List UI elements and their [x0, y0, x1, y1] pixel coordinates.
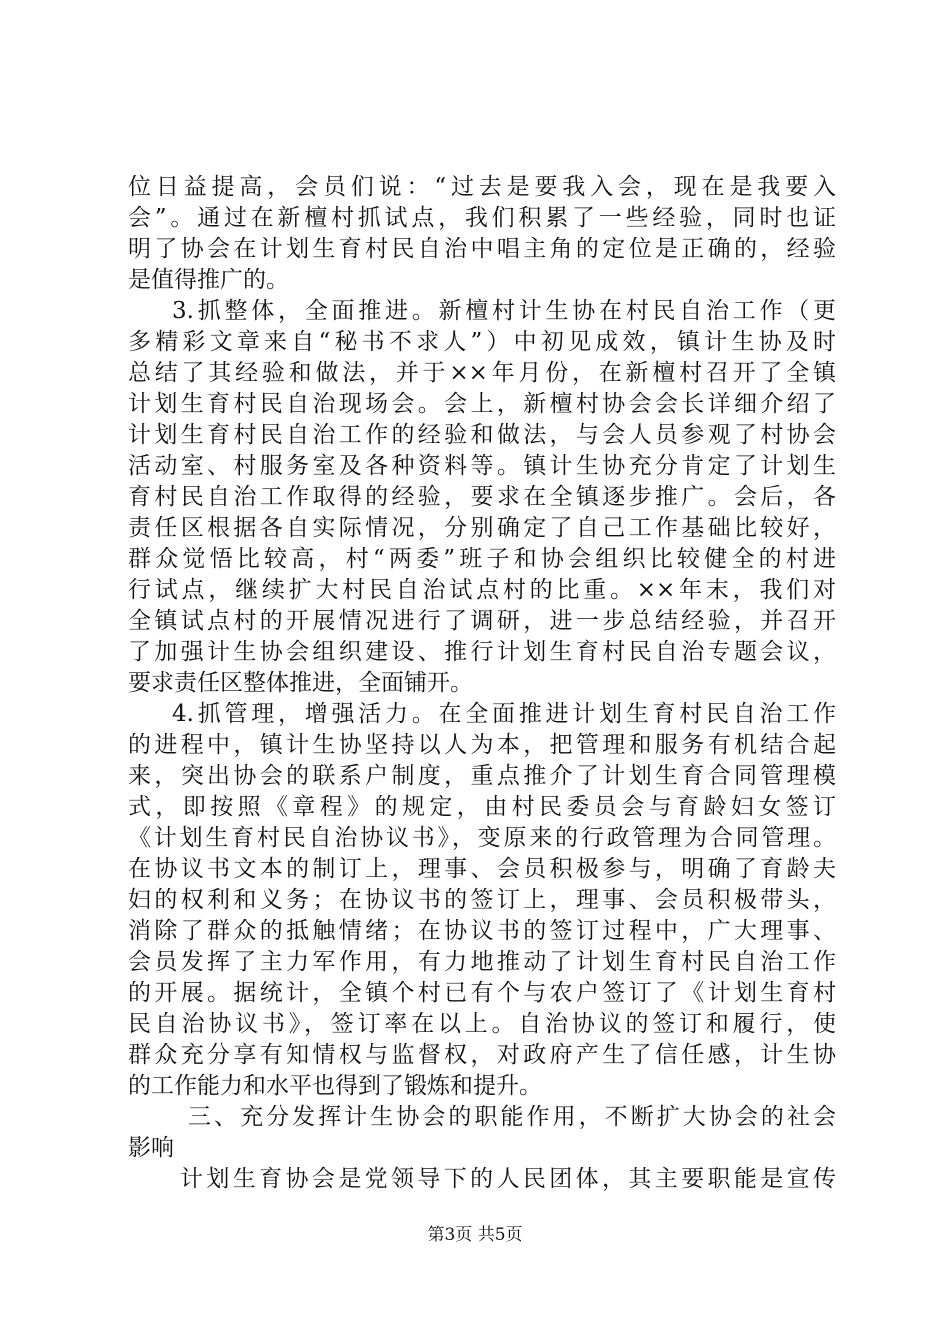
- text-line-30: 的工作能力和水平也得到了锻炼和提升。: [128, 1073, 542, 1099]
- text-line-10: 活动室、村服务室及各种资料等。镇计生协充分肯定了计划生: [128, 453, 836, 479]
- text-line-4: 是值得推广的。: [128, 267, 289, 293]
- text-line-26: 会员发挥了主力军作用，有力地推动了计划生育村民自治工作: [128, 949, 836, 975]
- text-line-33: 计划生育协会是党领导下的人民团体，其主要职能是宣传: [180, 1166, 836, 1192]
- page-number-footer: 第3页 共5页: [427, 1225, 523, 1245]
- text-line-18: 4.抓管理，增强活力。在全面推进计划生育村民自治工作: [172, 701, 836, 727]
- text-line-1: 位日益提高，会员们说：“过去是要我入会，现在是我要入: [128, 174, 836, 200]
- text-line-12: 责任区根据各自实际情况，分别确定了自己工作基础比较好，: [128, 515, 836, 541]
- text-line-14: 行试点，继续扩大村民自治试点村的比重。××年末，我们对: [128, 577, 836, 603]
- section-heading-line-1: 三、充分发挥计生协会的职能作用，不断扩大协会的社会: [188, 1104, 836, 1130]
- text-line-2: 会”。通过在新檀村抓试点，我们积累了一些经验，同时也证: [128, 205, 836, 231]
- text-line-5: 3.抓整体，全面推进。新檀村计生协在村民自治工作（更: [172, 298, 836, 324]
- text-line-28: 民自治协议书》，签订率在以上。自治协议的签订和履行，使: [128, 1011, 836, 1037]
- text-line-21: 式，即按照《章程》的规定，由村民委员会与育龄妇女签订: [128, 794, 836, 820]
- text-line-20: 来，突出协会的联系户制度，重点推介了计划生育合同管理模: [128, 763, 836, 789]
- text-line-7: 总结了其经验和做法，并于××年月份，在新檀村召开了全镇: [128, 360, 836, 386]
- text-line-11: 育村民自治工作取得的经验，要求在全镇逐步推广。会后，各: [128, 484, 836, 510]
- text-line-8: 计划生育村民自治现场会。会上，新檀村协会会长详细介绍了: [128, 391, 836, 417]
- text-line-6: 多精彩文章来自“秘书不求人”）中初见成效，镇计生协及时: [128, 329, 836, 355]
- section-heading-line-2: 影响: [128, 1135, 174, 1161]
- text-line-9: 计划生育村民自治工作的经验和做法，与会人员参观了村协会: [128, 422, 836, 448]
- text-line-25: 消除了群众的抵触情绪；在协议书的签订过程中，广大理事、: [128, 918, 836, 944]
- text-line-19: 的进程中，镇计生协坚持以人为本，把管理和服务有机结合起: [128, 732, 836, 758]
- text-line-15: 全镇试点村的开展情况进行了调研，进一步总结经验，并召开: [128, 608, 836, 634]
- text-line-29: 群众充分享有知情权与监督权，对政府产生了信任感，计生协: [128, 1042, 836, 1068]
- text-line-3: 明了协会在计划生育村民自治中唱主角的定位是正确的，经验: [128, 236, 836, 262]
- text-line-27: 的开展。据统计，全镇个村已有个与农户签订了《计划生育村: [128, 980, 836, 1006]
- text-line-22: 《计划生育村民自治协议书》，变原来的行政管理为合同管理。: [128, 825, 836, 851]
- document-body: [128, 172, 836, 1195]
- text-line-16: 了加强计生协会组织建设、推行计划生育村民自治专题会议，: [128, 639, 836, 665]
- text-line-24: 妇的权利和义务；在协议书的签订上，理事、会员积极带头，: [128, 887, 836, 913]
- text-line-17: 要求责任区整体推进，全面铺开。: [128, 670, 473, 696]
- text-line-23: 在协议书文本的制订上，理事、会员积极参与，明确了育龄夫: [128, 856, 836, 882]
- text-line-13: 群众觉悟比较高，村“两委”班子和协会组织比较健全的村进: [128, 546, 836, 572]
